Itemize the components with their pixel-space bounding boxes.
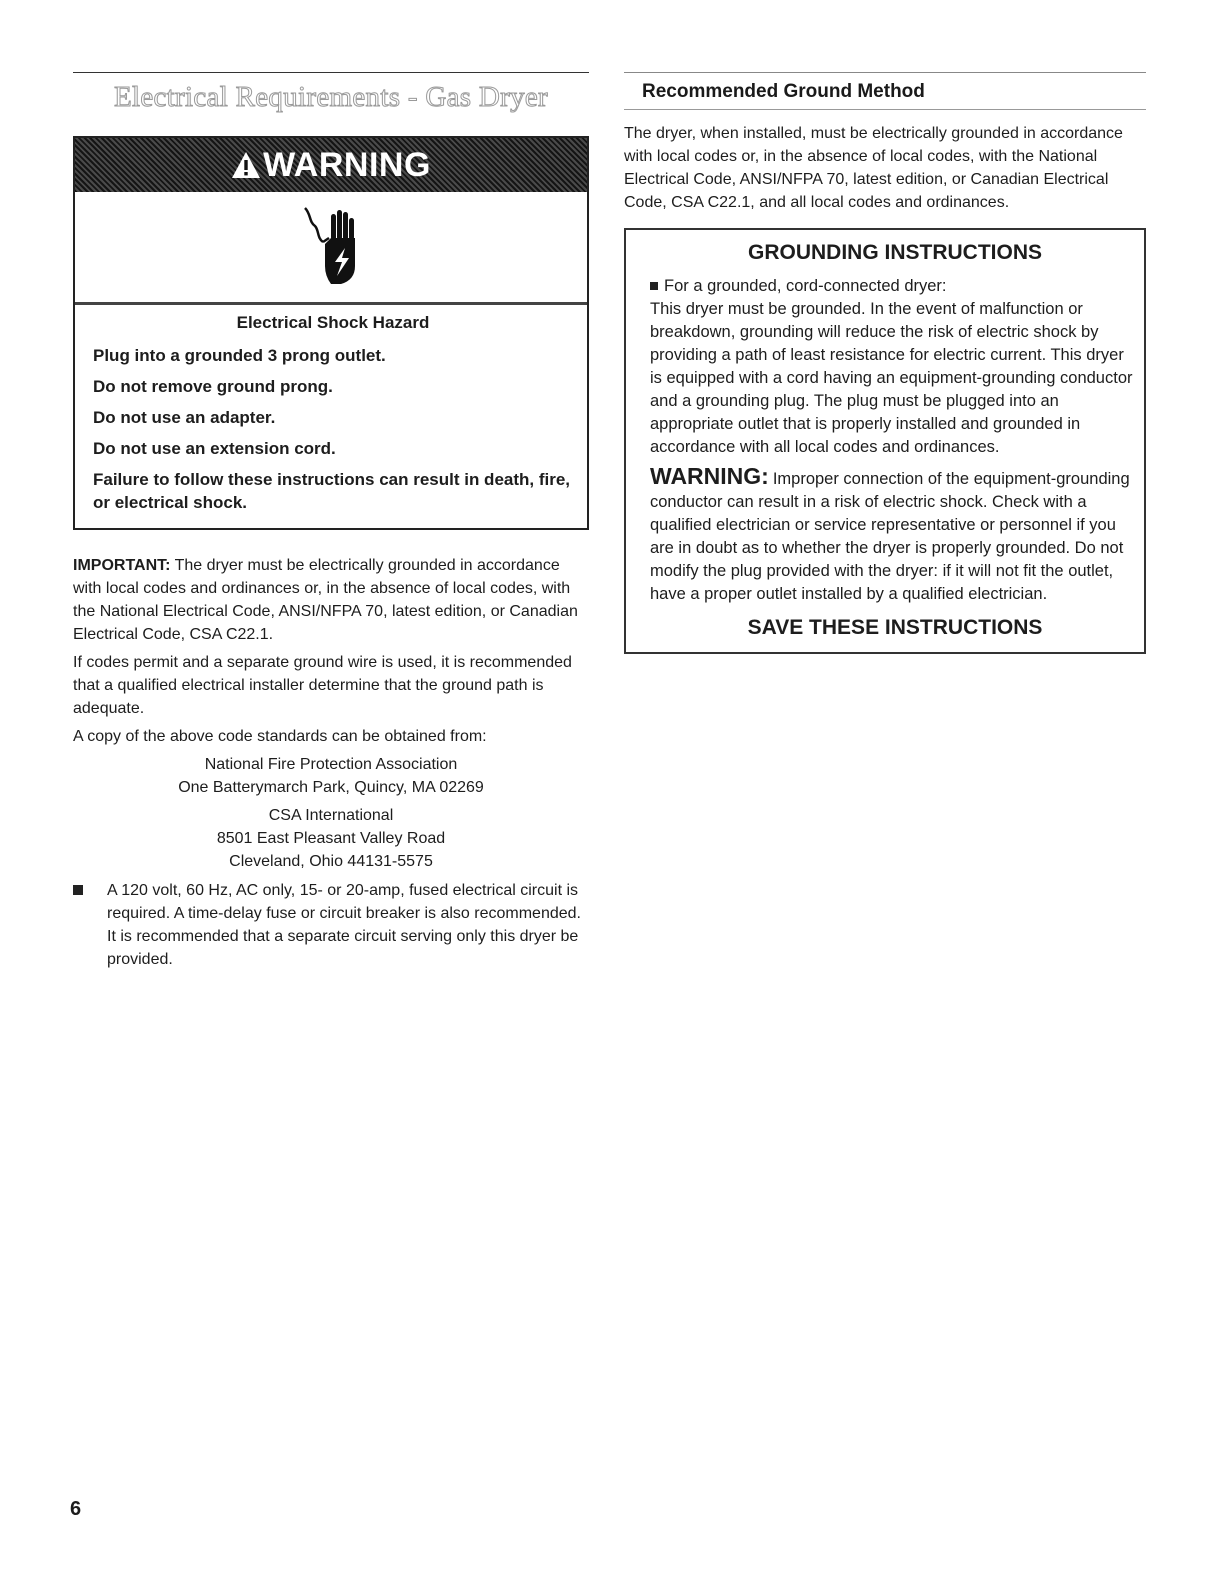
nfpa-address	[73, 753, 589, 799]
square-bullet-icon	[73, 885, 83, 895]
warning-line: Do not use an extension cord.	[93, 439, 336, 458]
warning-header-label: WARNING	[263, 145, 431, 184]
hazard-symbol-panel	[75, 192, 587, 305]
important-paragraph	[73, 554, 589, 646]
warning-box	[73, 136, 589, 530]
copy-paragraph: A copy of the above code standards can be obtained from:	[73, 728, 487, 745]
ground-method-paragraph: The dryer, when installed, must be electrically grounded in accordance with local codes or, in the absence of local codes, with the National Electrical Code, ANSI/NFPA 70, latest edition, or Canadian Electrical Code, CSA C22.1, and all local codes and ordinances.	[624, 125, 1123, 211]
grounding-bullet	[650, 275, 1140, 298]
subheading-top-rule	[624, 72, 1146, 73]
address-line: CSA International	[268, 807, 394, 824]
warning-header	[75, 138, 587, 192]
grounding-warning-text: Improper connection of the equipment-grounding conductor can result in a risk of electric shock. Check with a qualified electrician or service representative or personnel if you are in doubt as to whether the dryer is properly grounded. Do not modify the plug provided with the dryer: if it will not fit the outlet, have a proper outlet installed by a qualified electrician.	[650, 470, 1130, 603]
warning-line: Do not remove ground prong.	[93, 377, 333, 396]
square-bullet-icon	[650, 282, 658, 290]
section-title: Electrical Requirements - Gas Dryer	[113, 81, 549, 113]
circuit-bullet-text: A 120 volt, 60 Hz, AC only, 15- or 20-amp, fused electrical circuit is required. A time-delay fuse or circuit breaker is also recommended. It is recommended that a separate circuit serving only this dryer be provided.	[107, 882, 581, 968]
hazard-title: Electrical Shock Hazard	[236, 313, 430, 332]
right-column	[624, 72, 1146, 654]
grounding-bullet-text: For a grounded, cord-connected dryer:	[664, 277, 947, 295]
page-number: 6	[70, 1498, 82, 1520]
address-line: 8501 East Pleasant Valley Road	[216, 830, 446, 847]
grounding-warning	[650, 465, 1140, 606]
save-instructions: SAVE THESE INSTRUCTIONS	[747, 616, 1043, 639]
alert-triangle-icon	[231, 151, 261, 179]
subheading: Recommended Ground Method	[642, 81, 925, 102]
grounding-paragraph: This dryer must be grounded. In the event of malfunction or breakdown, grounding will reduce the risk of electric shock by providing a path of least resistance for electric current. This dryer is equipped with a cord having an equipment-grounding conductor and a grounding plug. The plug must be plugged into an appropriate outlet that is properly installed and grounded in accordance with all local codes and ordinances.	[650, 300, 1133, 456]
important-text: The dryer must be electrically grounded in accordance with local codes and ordinances or, in the absence of local codes, with the National Electrical Code, ANSI/NFPA 70, latest edition, or Canadian Electrical Code, CSA C22.1.	[73, 557, 578, 643]
address-line: Cleveland, Ohio 44131-5575	[229, 853, 433, 870]
top-rule	[73, 72, 589, 73]
warning-line: Failure to follow these instructions can result in death, fire, or electrical shock.	[93, 470, 571, 512]
warning-line: Plug into a grounded 3 prong outlet.	[93, 346, 386, 365]
grounding-instructions-box	[624, 228, 1146, 654]
grounding-warning-label: WARNING:	[650, 463, 769, 489]
warning-line: Do not use an adapter.	[93, 408, 276, 427]
left-column	[73, 72, 589, 971]
grounding-title: GROUNDING INSTRUCTIONS	[748, 241, 1042, 264]
important-block	[73, 554, 589, 971]
circuit-bullet	[73, 879, 589, 971]
csa-address	[73, 804, 589, 873]
address-line: One Batterymarch Park, Quincy, MA 02269	[178, 779, 484, 796]
address-line: National Fire Protection Association	[204, 756, 458, 773]
codes-paragraph: If codes permit and a separate ground wire is used, it is recommended that a qualified electrical installer determine that the ground path is adequate.	[73, 654, 572, 717]
electric-shock-hand-icon	[301, 204, 361, 290]
important-label: IMPORTANT:	[73, 557, 171, 574]
subheading-bottom-rule	[624, 109, 1146, 110]
